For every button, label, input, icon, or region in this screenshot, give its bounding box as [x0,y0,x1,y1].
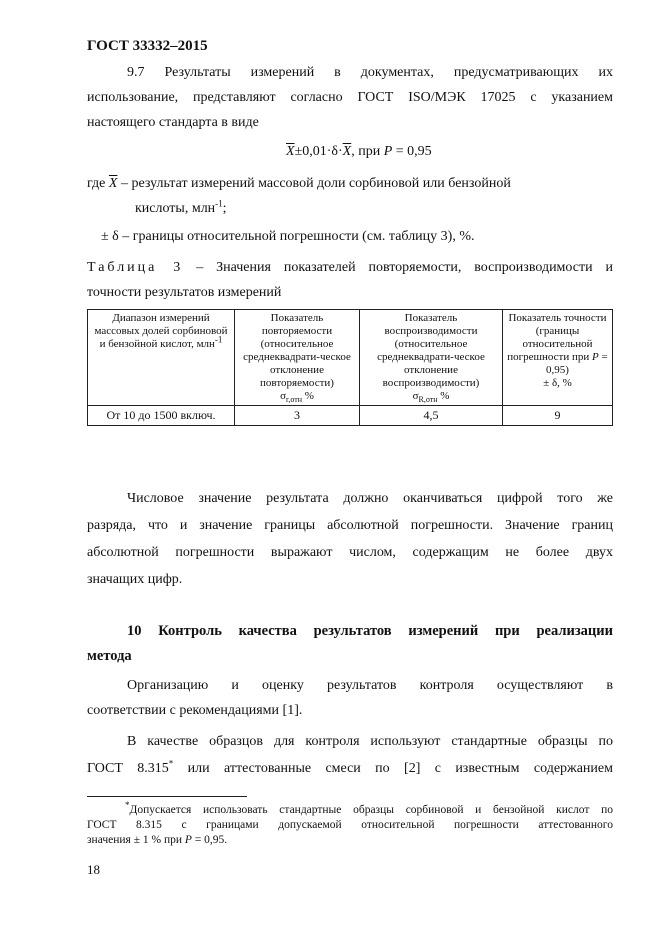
text-line: разряда, что и значение границы абсолютной погрешности. Значение границ [87,518,613,533]
text-line: использование, представляют согласно ГОСТ ISO/МЭК 17025 с указанием [87,90,613,105]
p-symbol: P [184,834,192,846]
footnote [87,800,613,848]
caption-text: – Значения показателей повторяемости, воспроизводимости и [183,260,613,275]
formula-eq: = 0,95 [392,144,432,159]
formula-middle: ±0,01·δ· [294,144,343,159]
paragraph-9-7 [87,60,613,135]
table-label: Таблица 3 [87,260,184,275]
footnote-separator [87,796,247,797]
page-number: 18 [87,862,100,877]
gost-ref: ГОСТ 8.315 [87,761,169,776]
heading-line: метода [87,648,132,664]
paragraph-numeric [87,485,613,593]
footnote-mark: * [125,800,130,811]
paragraph-organization [87,673,613,723]
formula [286,144,432,160]
footnote-line [87,833,613,848]
footnote-line: ГОСТ 8.315 с границами допускаемой относительной погрешности аттестованного [87,819,613,831]
cell-reproducibility: 4,5 [360,406,503,426]
heading-line: 10 Контроль качества результатов измерений при реализации [127,623,613,639]
header-cell-repeatability: Показатель повторяемости (относительное среднеквадрати-ческое отклонение повторяемости) $\sigma_{r,отн}$ % [235,310,360,406]
section-10-heading [87,619,613,669]
table-header-row [88,310,613,406]
text-line [87,255,613,280]
paragraph-samples [87,728,613,782]
footnote-text: Допускается использовать стандартные образцы сорбиновой и бензойной кислот по [129,804,613,816]
text-line: точности результатов измерений [87,285,282,300]
x-bar-symbol: $\overline{X}$ [342,144,352,159]
text-line: соответствии с рекомендациями [1]. [87,703,303,718]
header-cell-accuracy: Показатель точности (границы относительной погрешности при P = 0,95) ± δ, % [503,310,613,406]
footnote-mark: * [168,758,174,769]
footnote-text: значения ± 1 % при [87,834,185,846]
text-line: 9.7 Результаты измерений в документах, предусматривающих их [127,65,613,80]
text-line [87,196,613,221]
where-text: – результат измерений массовой доли сорбиновой или бензойной [117,176,511,191]
where-prefix: где [87,176,109,191]
text-line [87,171,613,196]
where-block [87,171,613,249]
text-line: ± δ – границы относительной погрешности (см. таблицу 3), %. [101,229,475,244]
text-line: Организацию и оценку результатов контроля осуществляют в [127,678,613,693]
text-line: настоящего стандарта в виде [87,115,259,130]
table-3 [87,309,613,426]
where-unit: кислоты, млн [135,201,216,216]
table-caption [87,255,613,305]
footnote-text: = 0,95. [191,834,228,846]
text-line [87,755,613,782]
text-line: значащих цифр. [87,572,183,587]
text-line: В качестве образцов для контроля используют стандартные образцы по [127,734,613,749]
cell-repeatability: 3 [235,406,360,426]
x-bar-symbol: $\overline{X}$ [108,176,118,191]
text-line: Числовое значение результата должно оканчиваться цифрой того же [127,491,613,506]
header-cell-range: Диапазон измерений массовых долей сорбиновой и бензойной кислот, млн$^{-1}$ [88,310,235,406]
cell-accuracy: 9 [503,406,613,426]
punct: ; [222,201,227,216]
formula-tail: , при [351,144,384,159]
cell-range: От 10 до 1500 включ. [88,406,235,426]
footnote-line [87,800,613,818]
unit-exponent: -1 [215,198,223,209]
text-segment: или аттестованные смеси по [2] с известным содержанием [173,761,613,776]
table-row [88,406,613,426]
document-header: ГОСТ 33332–2015 [87,38,208,54]
header-cell-reproducibility: Показатель воспроизводимости (относительное среднеквадрати-ческое отклонение воспроизводимости) $\sigma_{R,отн}$ % [360,310,503,406]
x-bar-symbol: $\overline{X}$ [286,144,295,159]
text-line: абсолютной погрешности выражают числом, содержащим не более двух [87,545,613,560]
p-symbol: P [383,144,393,159]
